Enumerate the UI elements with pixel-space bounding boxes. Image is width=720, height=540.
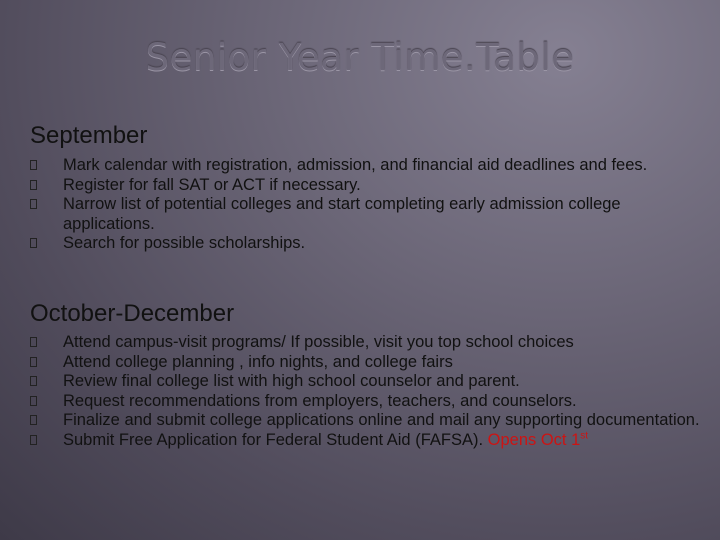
slide-title: Senior Year Time.Table bbox=[145, 36, 575, 79]
list-item: Submit Free Application for Federal Student Aid (FAFSA). Opens Oct 1st bbox=[30, 431, 705, 451]
september-list bbox=[30, 156, 705, 254]
bullet-box-icon bbox=[30, 415, 37, 425]
list-item: Request recommendations from employers, teachers, and counselors. bbox=[30, 392, 705, 412]
list-item: Register for fall SAT or ACT if necessary. bbox=[30, 176, 705, 196]
list-item: Narrow list of potential colleges and start completing early admission college applications. bbox=[30, 195, 705, 234]
bullet-box-icon bbox=[30, 357, 37, 367]
list-item: Mark calendar with registration, admission, and financial aid deadlines and fees. bbox=[30, 156, 705, 176]
bullet-box-icon bbox=[30, 199, 37, 209]
bullet-box-icon bbox=[30, 238, 37, 248]
october-december-list bbox=[30, 333, 705, 450]
fafsa-open-date: Opens Oct 1st bbox=[487, 430, 589, 449]
list-item: Finalize and submit college applications online and mail any supporting documentation. bbox=[30, 411, 705, 431]
list-item: Attend college planning , info nights, and college fairs bbox=[30, 353, 705, 373]
bullet-box-icon bbox=[30, 160, 37, 170]
list-item: Review final college list with high school counselor and parent. bbox=[30, 372, 705, 392]
section-heading-october-december: October-December bbox=[30, 300, 235, 327]
section-heading-september: September bbox=[30, 122, 148, 149]
bullet-box-icon bbox=[30, 376, 37, 386]
bullet-box-icon bbox=[30, 180, 37, 190]
list-item: Search for possible scholarships. bbox=[30, 234, 705, 254]
bullet-box-icon bbox=[30, 435, 37, 445]
bullet-box-icon bbox=[30, 337, 37, 347]
bullet-box-icon bbox=[30, 396, 37, 406]
list-item: Attend campus-visit programs/ If possible, visit you top school choices bbox=[30, 333, 705, 353]
